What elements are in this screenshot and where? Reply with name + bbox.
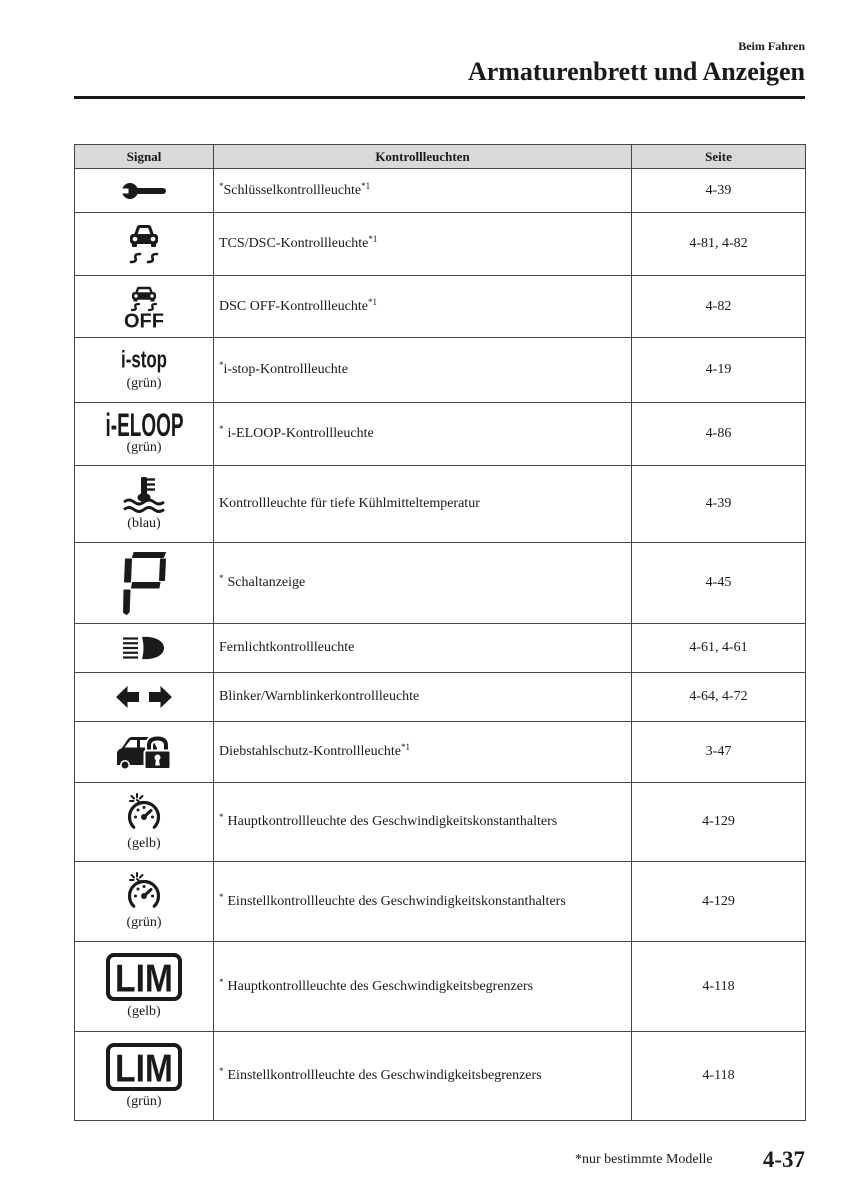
indicator-name: Kontrollleuchte für tiefe Kühlmitteltemperatur — [219, 496, 480, 511]
high-beam-icon — [123, 636, 165, 660]
signal-cell — [75, 543, 214, 624]
page-reference: 4-64, 4-72 — [689, 689, 748, 704]
table-row — [75, 403, 806, 466]
model-note-mark: * — [219, 424, 224, 434]
signal-cell — [75, 276, 214, 338]
page-reference: 4-39 — [705, 496, 732, 511]
title-rule — [74, 96, 805, 99]
page-cell — [632, 466, 806, 543]
description-text — [219, 426, 374, 442]
model-note-mark: * — [219, 976, 224, 987]
signal-cell — [75, 213, 214, 276]
i-eloop-icon — [105, 412, 184, 437]
table-header-row — [75, 145, 806, 169]
signal-cell — [75, 783, 214, 862]
page-reference: 4-81, 4-82 — [689, 236, 748, 251]
table-row — [75, 673, 806, 722]
description-text — [219, 362, 348, 378]
footnote-mark: *1 — [400, 742, 410, 752]
signal-cell — [75, 1032, 214, 1121]
dsc-off-icon — [123, 286, 165, 328]
table-row — [75, 169, 806, 213]
description-cell — [214, 466, 632, 543]
page-cell — [632, 403, 806, 466]
page-reference: 4-61, 4-61 — [689, 640, 748, 655]
wrench-icon — [122, 183, 166, 199]
page-number: 4-37 — [762, 1147, 805, 1172]
table-row — [75, 722, 806, 783]
model-note-mark: * — [219, 812, 224, 822]
table-row — [75, 862, 806, 942]
description-cell — [214, 722, 632, 783]
indicator-name: Fernlichtkontrollleuchte — [219, 640, 355, 655]
section-label: Beim Fahren — [738, 39, 805, 53]
description-cell — [214, 673, 632, 722]
description-cell — [214, 169, 632, 213]
page-cell — [632, 624, 806, 673]
description-text — [219, 689, 419, 705]
tcs-dsc-icon — [128, 224, 160, 264]
description-text — [219, 296, 377, 315]
signal-cell — [75, 338, 214, 403]
page-cell — [632, 1032, 806, 1121]
page-cell — [632, 673, 806, 722]
table-row — [75, 338, 806, 403]
footnote-mark: *1 — [367, 296, 377, 307]
description-cell — [214, 213, 632, 276]
indicator-name: TCS/DSC-Kontrollleuchte — [219, 236, 369, 251]
description-text — [219, 976, 534, 995]
description-cell — [214, 862, 632, 942]
footnote-mark: *1 — [361, 180, 371, 191]
page-reference: 4-39 — [705, 182, 732, 198]
column-header-page: Seite — [632, 145, 806, 169]
signal-cell — [75, 942, 214, 1032]
table-row — [75, 624, 806, 673]
turn-signal-icon — [116, 686, 172, 708]
indicator-name: Hauptkontrollleuchte des Geschwindigkeitsbegrenzers — [227, 978, 534, 994]
table-row — [75, 783, 806, 862]
indicator-name: Einstellkontrollleuchte des Geschwindigkeitsbegrenzers — [227, 1068, 542, 1083]
color-label: (gelb) — [127, 1004, 161, 1019]
color-label: (grün) — [126, 1093, 162, 1109]
color-label: (grün) — [126, 440, 162, 455]
description-text — [219, 180, 371, 199]
model-note-mark: * — [219, 891, 224, 902]
signal-cell — [75, 722, 214, 783]
page-reference: 4-118 — [702, 1068, 735, 1083]
description-cell — [214, 942, 632, 1032]
signal-cell — [75, 673, 214, 722]
footnote-mark: *1 — [368, 234, 378, 244]
page-title: Armaturenbrett und Anzeigen — [467, 57, 805, 86]
indicator-name: Einstellkontrollleuchte des Geschwindigkeitskonstanthalters — [227, 893, 566, 909]
model-note-mark: * — [219, 360, 224, 370]
indicator-table — [74, 144, 806, 1121]
indicator-name: Schaltanzeige — [227, 575, 306, 590]
description-cell — [214, 1032, 632, 1121]
page-cell — [632, 543, 806, 624]
cruise-control-icon — [126, 872, 162, 912]
dsc-off-icon-label: OFF — [124, 310, 164, 328]
page-reference: 4-129 — [702, 893, 735, 909]
indicator-name: i-stop-Kontrollleuchte — [223, 362, 348, 377]
model-note-mark: * — [219, 1066, 224, 1076]
speed-limiter-icon — [106, 953, 182, 1001]
description-text — [219, 496, 480, 512]
signal-cell — [75, 169, 214, 213]
description-text — [219, 891, 566, 910]
description-cell — [214, 403, 632, 466]
description-text — [219, 640, 354, 656]
page-cell — [632, 942, 806, 1032]
color-label: (grün) — [126, 375, 162, 391]
table-row — [75, 942, 806, 1032]
column-header-description: Kontrollleuchten — [214, 145, 632, 169]
page-cell — [632, 338, 806, 403]
shift-indicator-icon — [123, 552, 166, 615]
description-cell — [214, 783, 632, 862]
speed-limiter-icon — [106, 1043, 182, 1091]
page-reference: 4-86 — [705, 426, 732, 441]
speed-limiter-icon-label: LIM — [115, 1047, 173, 1090]
table-row — [75, 466, 806, 543]
security-icon — [116, 734, 172, 770]
i-stop-icon-label: i-stop — [121, 348, 167, 373]
i-stop-icon — [121, 349, 167, 373]
page-reference: 4-19 — [705, 362, 732, 377]
model-note-mark: * — [219, 180, 224, 191]
description-cell — [214, 624, 632, 673]
description-cell — [214, 338, 632, 403]
i-eloop-icon-label: i-ELOOP — [105, 412, 183, 437]
description-cell — [214, 543, 632, 624]
color-label: (grün) — [126, 915, 162, 930]
color-label: (blau) — [127, 515, 161, 531]
color-label: (gelb) — [127, 835, 161, 851]
indicator-name: DSC OFF-Kontrollleuchte — [219, 298, 368, 314]
indicator-name: i-ELOOP-Kontrollleuchte — [227, 426, 374, 441]
page-cell — [632, 722, 806, 783]
signal-cell — [75, 466, 214, 543]
table-row — [75, 276, 806, 338]
page-cell — [632, 862, 806, 942]
table-row — [75, 213, 806, 276]
table-row — [75, 543, 806, 624]
page-reference: 3-47 — [705, 744, 732, 759]
table-row — [75, 1032, 806, 1121]
cruise-control-icon — [126, 793, 162, 833]
footnote: *nur bestimmte Modelle — [575, 1152, 713, 1167]
page-reference: 4-118 — [702, 978, 735, 994]
page-reference: 4-129 — [702, 814, 735, 829]
description-cell — [214, 276, 632, 338]
indicator-name: Hauptkontrollleuchte des Geschwindigkeitskonstanthalters — [227, 814, 558, 829]
speed-limiter-icon-label: LIM — [115, 957, 173, 1001]
page-reference: 4-82 — [705, 298, 732, 314]
low-coolant-temperature-icon — [123, 477, 165, 513]
indicator-name: Schlüsselkontrollleuchte — [223, 182, 362, 198]
page-reference: 4-45 — [705, 575, 732, 590]
indicator-name: Blinker/Warnblinkerkontrollleuchte — [219, 689, 420, 704]
signal-cell — [75, 403, 214, 466]
signal-cell — [75, 624, 214, 673]
page-cell — [632, 783, 806, 862]
description-text — [219, 744, 410, 760]
model-note-mark: * — [219, 573, 224, 583]
page-cell — [632, 213, 806, 276]
description-text — [219, 236, 377, 252]
column-header-signal: Signal — [75, 145, 214, 169]
indicator-name: Diebstahlschutz-Kontrollleuchte — [219, 744, 401, 759]
signal-cell — [75, 862, 214, 942]
page-cell — [632, 276, 806, 338]
description-text — [219, 575, 305, 591]
page-cell — [632, 169, 806, 213]
description-text — [219, 1068, 542, 1084]
description-text — [219, 814, 557, 830]
